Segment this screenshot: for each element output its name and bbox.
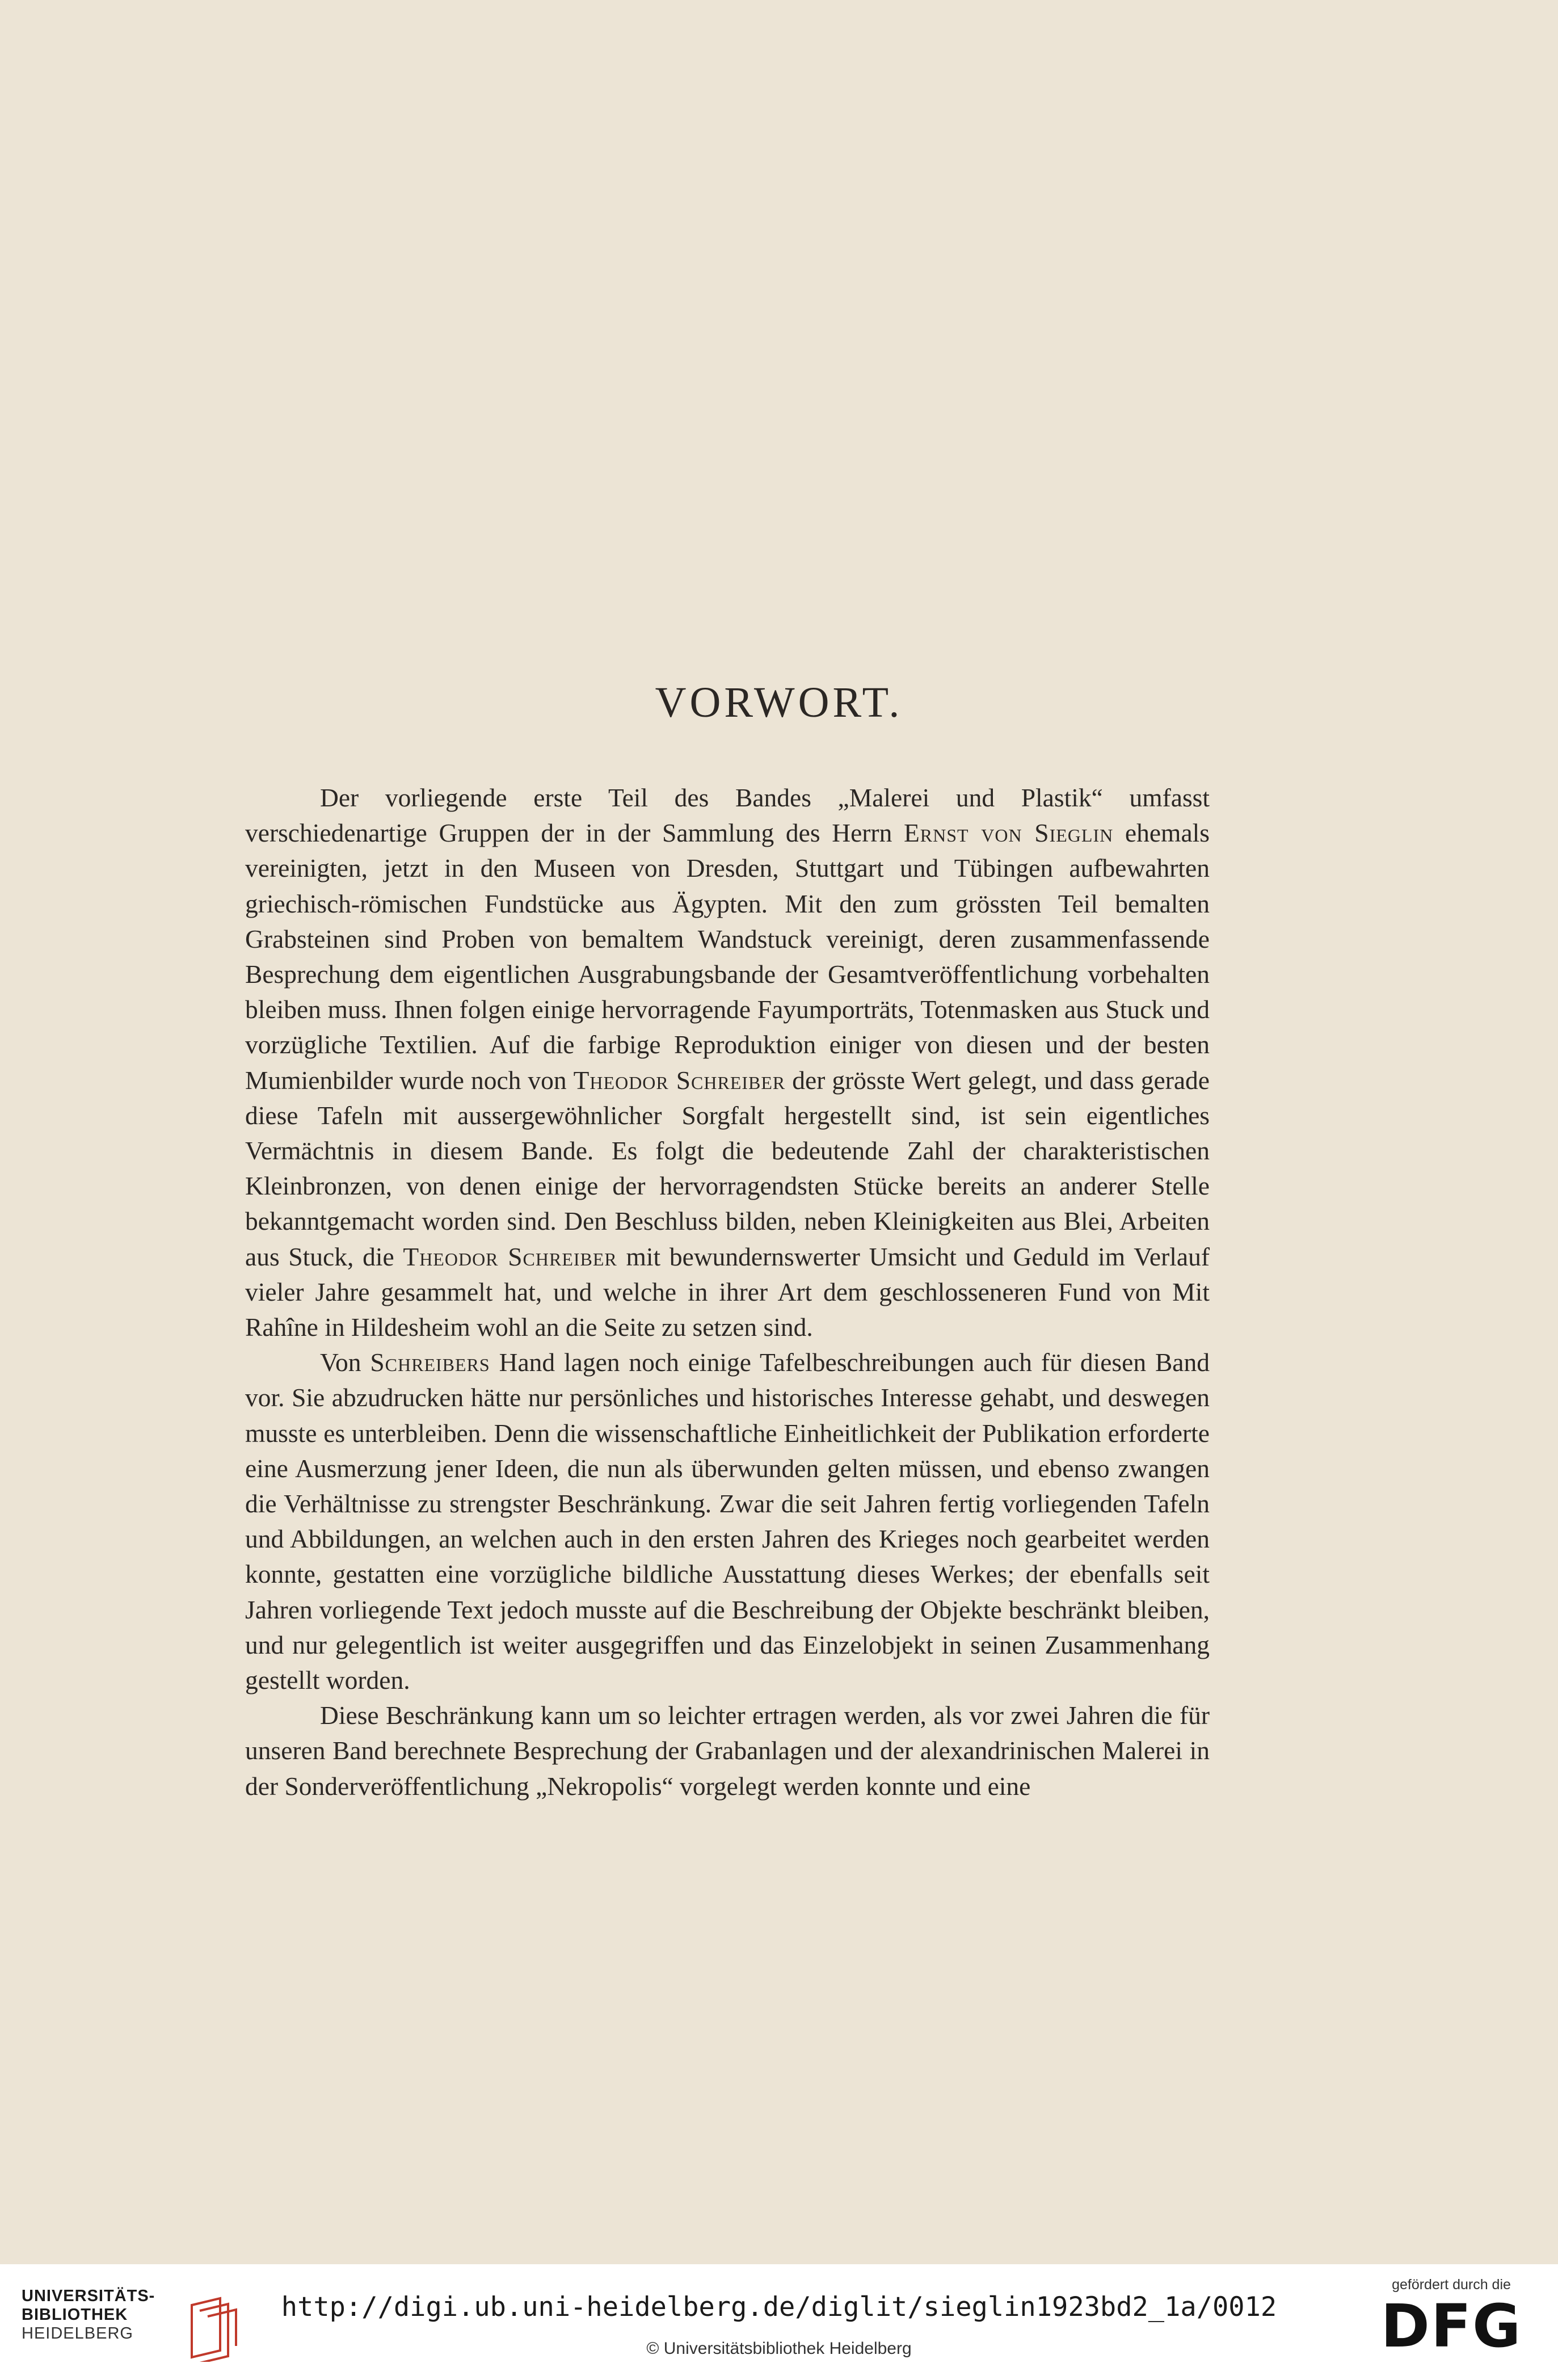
preface-text [245,780,1210,1804]
copyright-notice: © Universitätsbibliothek Heidelberg [646,2339,912,2358]
person-name: Ernst von Sieglin [904,818,1114,848]
text-run: ehemals vereinigten, jetzt in den Museen von Dresden, Stuttgart und Tübingen aufbewahrten griechisch-römischen Fundstücke aus Ägypten. Mit den zum grössten Teil bemalten Grabsteinen sind Proben von bemaltem Wandstuck vereinigt, deren zusammenfassende Besprechung dem eigentlichen Ausgrabungsbande der Gesamtveröffentlichung vorbehalten bleiben muss. Ihnen folgen einige hervorragende Fayumporträts, Totenmasken aus Stuck und vorzügliche Textilien. Auf die farbige Reproduktion einiger von diesen und der besten Mumienbilder wurde noch von [245,818,1210,1095]
text-run: mit bewundernswerter Umsicht und Geduld im Verlauf vieler Jahre gesammelt hat, und welche in ihrer Art dem geschlosseneren Fund von Mit Rahîne in Hildesheim wohl an die Seite zu setzen sind. [245,1242,1210,1342]
library-name-line1: UNIVERSITÄTS- [22,2287,155,2305]
person-name: Schreibers [370,1348,490,1377]
digitization-footer [0,2264,1558,2380]
dfg-funding-logo[interactable] [1366,2277,1536,2361]
text-run: Der vorliegende erste Teil des Bandes „Malerei und Plastik“ umfasst verschiedenartige Gruppen der in der Sammlung des Herrn [245,783,1210,848]
library-name-line3: HEIDELBERG [22,2324,133,2343]
dfg-logo-text: DFG [1380,2291,1522,2361]
text-run: Diese Beschränkung kann um so leichter ertragen werden, als vor zwei Jahren die für unseren Band berechnete Besprechung der Grabanlagen und der alexandrinischen Malerei in der Sonderveröffentlichung „Nekropolis“ vorgelegt werden konnte und eine [245,1701,1210,1801]
funding-note: gefördert durch die [1392,2277,1511,2293]
source-url-link[interactable]: http://digi.ub.uni-heidelberg.de/diglit/sieglin1923bd2_1a/0012 [281,2291,1277,2323]
library-name-line2: BIBLIOTHEK [22,2306,128,2324]
person-name: Theodor Schreiber [573,1065,786,1095]
paragraph-1 [245,780,1210,1345]
text-run: Von [320,1348,370,1377]
paragraph-3 [245,1698,1210,1804]
person-name: Theodor Schreiber [403,1242,617,1271]
text-run: Hand lagen noch einige Tafelbeschreibungen auch für diesen Band vor. Sie abzudrucken hätte nur persönliches und historisches Interesse gehabt, und deswegen musste es unterbleiben. Denn die wissenschaftliche Einheitlichkeit der Publikation erforderte eine Ausmerzung jener Ideen, die nun als überwunden gelten müssen, und ebenso zwangen die Verhältnisse zu strengster Beschränkung. Zwar die seit Jahren fertig vorliegenden Tafeln und Abbildungen, an welchen auch in den ersten Jahren des Krieges noch gearbeitet werden konnte, gestatten eine vorzügliche bildliche Ausstattung dieses Werkes; der ebenfalls seit Jahren vorliegende Text jedoch musste auf die Beschreibung der Objekte beschränkt bleiben, und nur gelegentlich ist weiter ausgegriffen und das Einzelobjekt in seinen Zusammenhang gestellt worden. [245,1348,1210,1695]
page-title: VORWORT. [655,679,903,726]
paragraph-2 [245,1345,1210,1698]
text-run: der grösste Wert gelegt, und dass gerade diese Tafeln mit aussergewöhnlicher Sorgfalt hergestellt sind, ist sein eigentliches Vermächtnis in diesem Bande. Es folgt die bedeutende Zahl der charakteristischen Kleinbronzen, von denen einige der hervorragendsten Stücke bereits an anderer Stelle bekanntgemacht worden sind. Den Beschluss bilden, neben Kleinigkeiten aus Blei, Arbeiten aus Stuck, die [245,1065,1210,1271]
